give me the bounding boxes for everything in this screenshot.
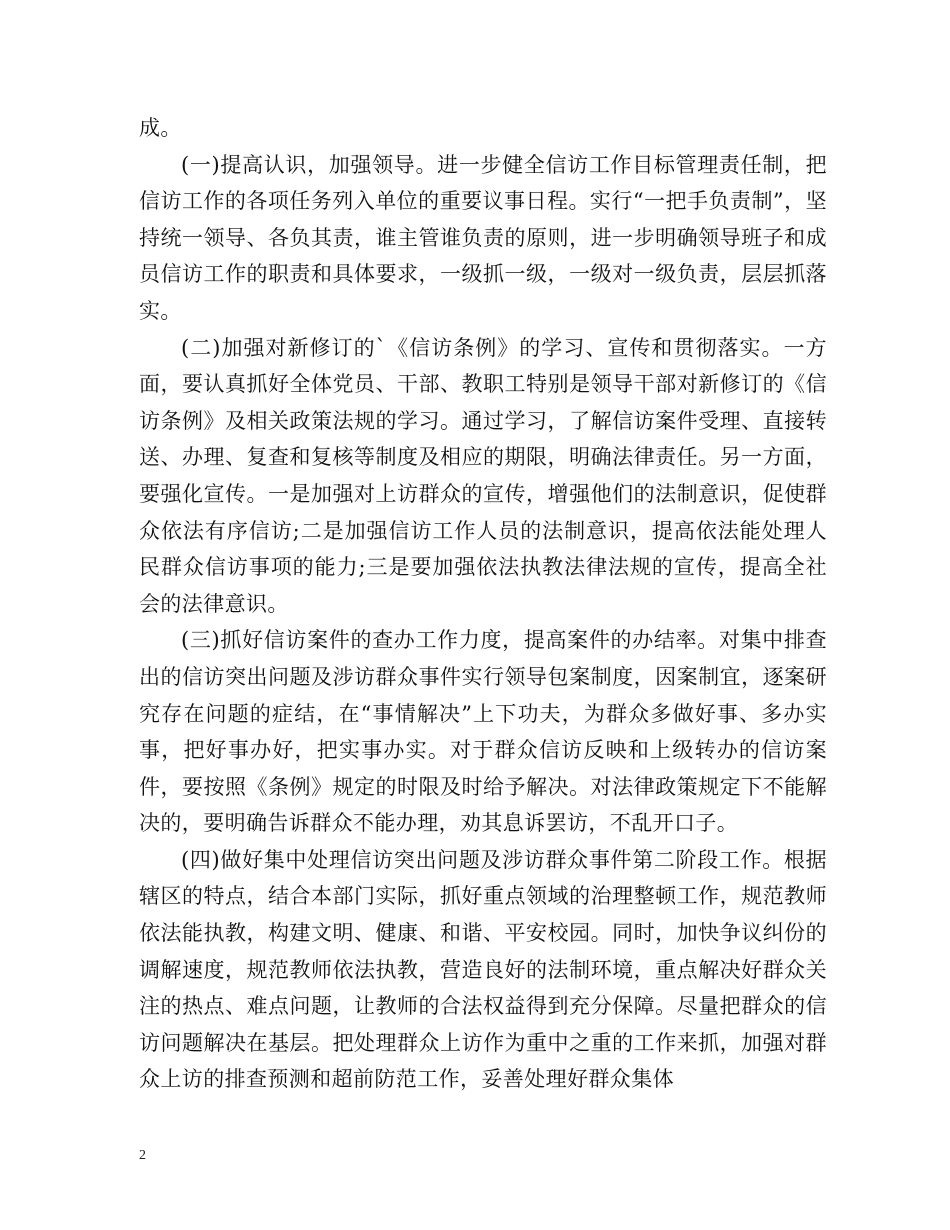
page-number: 2 bbox=[139, 1148, 146, 1163]
paragraph-continuation: 成。 bbox=[139, 116, 182, 140]
paragraph-section-2: (二)加强对新修订的`《信访条例》的学习、宣传和贯彻落实。一方面，要认真抓好全体党员、干部、教职工特别是领导干部对新修订的《信访条例》及相关政策法规的学习。通过学习，了解信访案件受理、直接转送、办理、复查和复核等制度及相应的期限，明确法律责任。另一方面，要强化宣传。一是加强对上访群众的宣传，增强他们的法制意识，促使群众依法有序信访;二是加强信访工作人员的法制意识，提高依法能处理人民群众信访事项的能力;三是要加强依法执教法律法规的宣传，提高全社会的法律意识。 bbox=[139, 335, 827, 616]
paragraph-section-4: (四)做好集中处理信访突出问题及涉访群众事件第二阶段工作。根据辖区的特点，结合本部门实际，抓好重点领域的治理整顿工作，规范教师依法能执教，构建文明、健康、和谐、平安校园。同时，加快争议纠份的调解速度，规范教师依法执教，营造良好的法制环境，重点解决好群众关注的热点、难点问题，让教师的合法权益得到充分保障。尽量把群众的信访问题解决在基层。把处理群众上访作为重中之重的工作来抓，加强对群众上访的排查预测和超前防范工作，妥善处理好群众集体 bbox=[139, 847, 827, 1092]
paragraph-section-1: (一)提高认识，加强领导。进一步健全信访工作目标管理责任制，把信访工作的各项任务列入单位的重要议事日程。实行“一把手负责制”，坚持统一领导、各负其责，谁主管谁负责的原则，进一步明确领导班子和成员信访工作的职责和具体要求，一级抓一级，一级对一级负责，层层抓落实。 bbox=[139, 152, 827, 323]
paragraph-section-3: (三)抓好信访案件的查办工作力度，提高案件的办结率。对集中排查出的信访突出问题及涉访群众事件实行领导包案制度，因案制宜，逐案研究存在问题的症结，在“事情解决”上下功夫，为群众多做好事、多办实事，把好事办好，把实事办实。对于群众信访反映和上级转办的信访案件，要按照《条例》规定的时限及时给予解决。对法律政策规定下不能解决的，要明确告诉群众不能办理，劝其息诉罢访，不乱开口子。 bbox=[139, 628, 827, 836]
document-body bbox=[139, 110, 827, 1098]
